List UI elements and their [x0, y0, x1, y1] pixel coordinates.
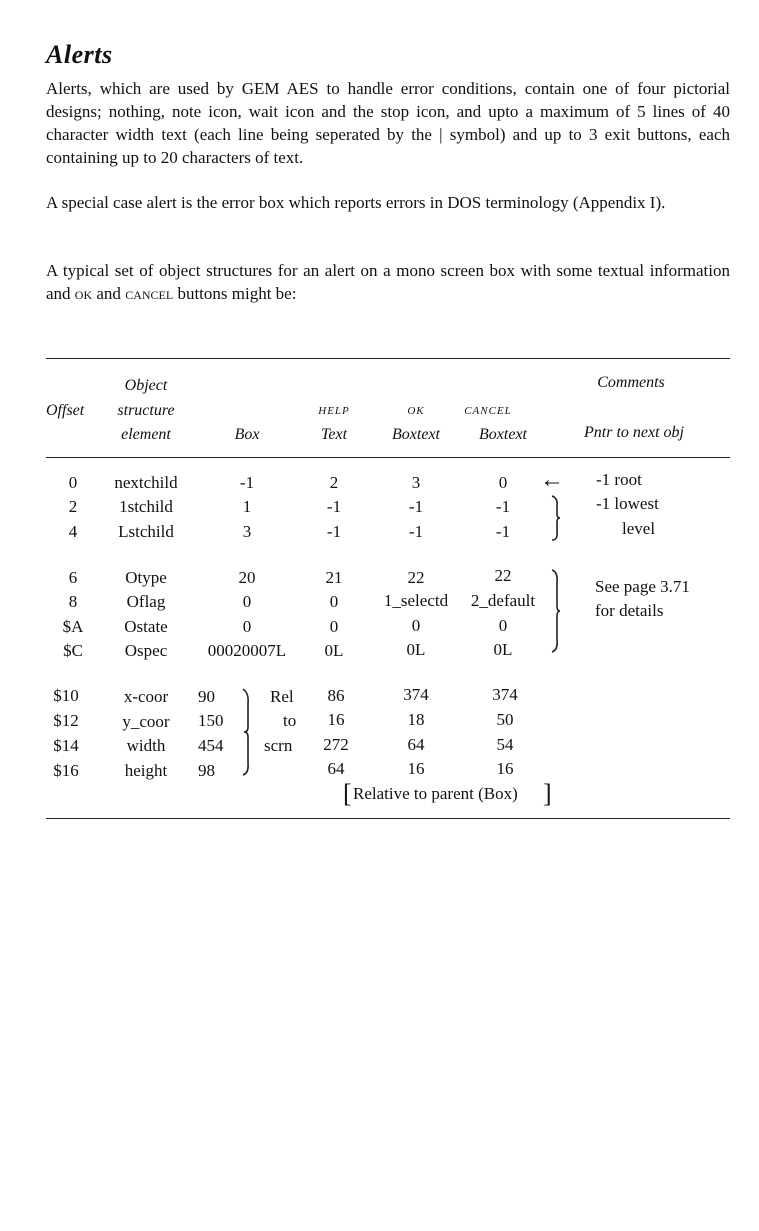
table-top-rule	[46, 358, 730, 359]
cell-help: -1	[326, 497, 342, 516]
cell-element: Ostate	[124, 617, 168, 636]
cell-cancel: 16	[496, 759, 514, 778]
header-cancel-small: CANCEL	[464, 405, 512, 417]
cell-box: -1	[239, 473, 255, 492]
cell-cancel: 0	[498, 616, 508, 635]
cell-ok: 1_selectd	[383, 591, 449, 610]
cell-offset: $10	[53, 686, 79, 705]
cell-help: 2	[329, 473, 339, 492]
cell-ok: -1	[408, 497, 424, 516]
cell-help: 16	[327, 710, 345, 729]
cell-help: 21	[325, 568, 343, 587]
cell-element: Lstchild	[118, 522, 174, 541]
cell-help: 272	[323, 735, 349, 754]
cell-offset: $A	[62, 617, 84, 636]
header-pntr-next: Pntr to next obj	[584, 424, 684, 441]
cell-offset: 4	[68, 522, 78, 541]
paragraph-text: A typical set of object structures for an alert on a mono screen box with some textual information and	[46, 261, 730, 303]
header-help-small: HELP	[318, 405, 350, 417]
cell-ok: 16	[407, 759, 425, 778]
header-structure: structure	[117, 402, 175, 419]
header-box: Box	[234, 426, 260, 443]
cell-cancel: -1	[495, 522, 511, 541]
brace-icon	[550, 494, 562, 542]
cell-box: 150	[198, 711, 224, 730]
ok-keyword: ok	[74, 284, 93, 303]
cell-ok: 0	[411, 616, 421, 635]
header-cancel-boxtext: Boxtext	[479, 426, 527, 443]
cell-element: y_coor	[122, 712, 170, 731]
cell-ok: 0L	[406, 640, 426, 659]
comment-lowest: -1 lowest	[596, 494, 659, 513]
cell-help: 0	[329, 617, 339, 636]
cell-ok: 18	[407, 710, 425, 729]
cell-box: 0	[242, 617, 252, 636]
cell-offset: $C	[63, 641, 83, 660]
cell-box: 00020007L	[207, 641, 287, 660]
cell-ok: 3	[411, 473, 421, 492]
cell-offset: 2	[68, 497, 78, 516]
header-element: element	[121, 426, 171, 443]
cell-cancel: 374	[492, 685, 518, 704]
comment-level: level	[622, 519, 656, 538]
header-offset: Offset	[46, 402, 85, 419]
cell-element: Otype	[125, 568, 167, 587]
cell-element: Oflag	[126, 592, 166, 611]
close-bracket-icon: ]	[543, 779, 552, 808]
cancel-keyword: cancel	[125, 284, 174, 303]
comment-root: -1 root	[596, 470, 642, 489]
cell-offset: 6	[68, 568, 78, 587]
cell-offset: $16	[53, 761, 79, 780]
table-header-rule	[46, 457, 730, 458]
relative-note: Relative to parent (Box)	[353, 784, 518, 803]
cell-help: 0	[329, 592, 339, 611]
cell-cancel: 0L	[493, 640, 513, 659]
cell-help: 64	[327, 759, 345, 778]
cell-help: -1	[326, 522, 342, 541]
header-ok-small: OK	[407, 405, 425, 417]
cell-element: height	[124, 761, 168, 780]
to-label: to	[283, 711, 297, 730]
paragraph-alerts-description: Alerts, which are used by GEM AES to handle error conditions, contain one of four pictorial designs; nothing, note icon, wait icon and the stop icon, and upto a maximum of 5 lines of 40 character width text (each line being seperated by the | symbol) and up to 3 exit buttons, each containing up to 20 characters of text.	[46, 79, 730, 167]
cell-element: 1stchild	[119, 497, 173, 516]
cell-element: x-coor	[123, 687, 169, 706]
cell-box: 1	[242, 497, 252, 516]
open-bracket-icon: [	[343, 779, 352, 808]
cell-help: 86	[327, 686, 345, 705]
header-object: Object	[124, 377, 168, 394]
cell-box: 20	[238, 568, 256, 587]
cell-help: 0L	[324, 641, 344, 660]
paragraph-error-box: A special case alert is the error box which reports errors in DOS terminology (Appendix I).	[46, 193, 666, 212]
brace-icon	[240, 687, 252, 777]
table-bottom-rule	[46, 818, 730, 819]
comment-see-page: See page 3.71	[595, 577, 690, 596]
header-ok-boxtext: Boxtext	[392, 426, 440, 443]
cell-box: 98	[198, 761, 215, 780]
cell-offset: 0	[68, 473, 78, 492]
comment-for-details: for details	[595, 601, 664, 620]
cell-cancel: 0	[498, 473, 508, 492]
cell-cancel: 50	[496, 710, 514, 729]
cell-box: 0	[242, 592, 252, 611]
cell-cancel: 54	[496, 735, 514, 754]
page-title: Alerts	[46, 40, 113, 69]
cell-element: nextchild	[114, 473, 178, 492]
cell-cancel: -1	[495, 497, 511, 516]
header-help-text: Text	[320, 426, 348, 443]
paragraph-typical-set	[46, 259, 730, 305]
cell-ok: -1	[408, 522, 424, 541]
cell-element: width	[126, 736, 166, 755]
cell-ok: 22	[407, 568, 425, 587]
cell-box: 90	[198, 687, 215, 706]
paragraph-text: buttons might be:	[173, 284, 297, 303]
brace-icon	[550, 568, 562, 654]
cell-offset: $12	[53, 711, 79, 730]
cell-cancel: 2_default	[470, 591, 536, 610]
rel-label: Rel	[270, 687, 294, 706]
cell-ok: 64	[407, 735, 425, 754]
left-arrow-icon: ←	[540, 467, 564, 493]
cell-ok: 374	[403, 685, 429, 704]
cell-element: Ospec	[124, 641, 168, 660]
header-comments: Comments	[597, 374, 665, 391]
cell-offset: $14	[53, 736, 79, 755]
paragraph-text: and	[92, 284, 126, 303]
cell-box: 454	[198, 736, 224, 755]
cell-cancel: 22	[494, 566, 512, 585]
cell-offset: 8	[68, 592, 78, 611]
cell-box: 3	[242, 522, 252, 541]
scrn-label: scrn	[264, 736, 293, 755]
